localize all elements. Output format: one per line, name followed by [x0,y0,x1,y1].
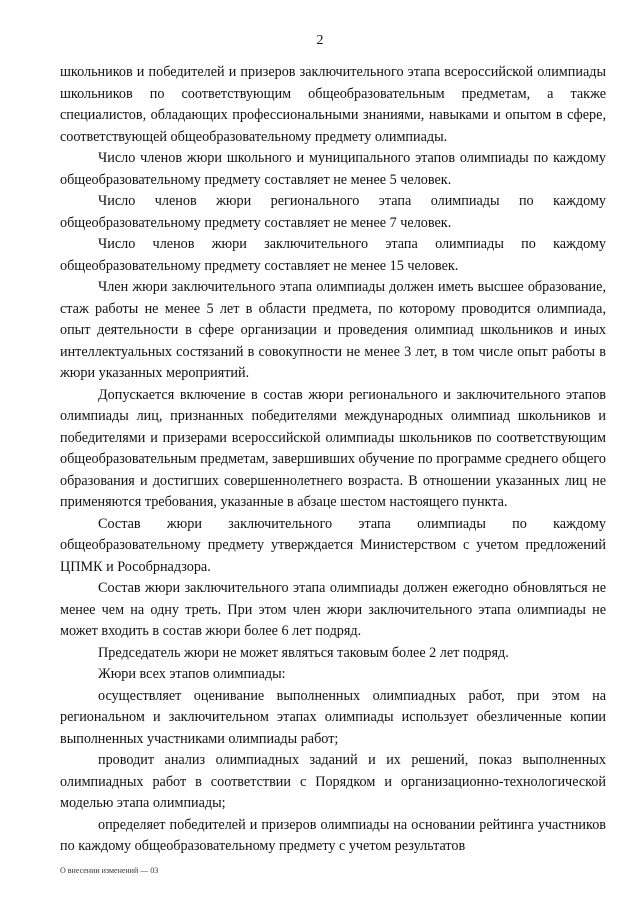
paragraph-jury-member-requirements: Член жюри заключительного этапа олимпиады должен иметь высшее образование, стаж работы не менее 5 лет в области предмета, по которому проводится олимпиада, опыт деятельности в сфере организации и проведения олимпиад школьников и иных интеллектуальных состязаний в совокупности не менее 3 лет, в том числе опыт работы в жюри указанных мероприятий. [60,279,606,381]
page-number: 2 [316,33,324,48]
paragraph-jury-renewal: Состав жюри заключительного этапа олимпиады должен ежегодно обновляться не менее чем на одну треть. При этом член жюри заключительного этапа олимпиады не может входить в состав жюри более 6 лет подряд. [60,580,606,639]
body-text [60,62,606,858]
paragraph-jury-school-municipal: Число членов жюри школьного и муниципального этапов олимпиады по каждому общеобразовательному предмету составляет не менее 5 человек. [60,150,606,188]
paragraph-continuation: школьников и победителей и призеров заключительного этапа всероссийской олимпиады школьников по соответствующим общеобразовательным предметам, а также специалистов, обладающих профессиональными знаниями, навыками и опытом в сфере, соответствующей общеобразовательному предмету олимпиады. [60,64,606,145]
footer-note: О внесении изменений — 03 [60,866,159,875]
paragraph-duty-winners: определяет победителей и призеров олимпиады на основании рейтинга участников по каждому общеобразовательному предмету с учетом результатов [60,816,606,854]
paragraph-jury-final: Число членов жюри заключительного этапа олимпиады по каждому общеобразовательному предмету составляет не менее 15 человек. [60,236,606,274]
paragraph-duty-analysis: проводит анализ олимпиадных заданий и их решений, показ выполненных олимпиадных работ в соответствии с Порядком и организационно-технологической моделью этапа олимпиады; [60,752,606,811]
paragraph-jury-regional: Число членов жюри регионального этапа олимпиады по каждому общеобразовательному предмету составляет не менее 7 человек. [60,193,606,231]
paragraph-jury-duties-intro: Жюри всех этапов олимпиады: [98,666,286,682]
paragraph-jury-inclusion: Допускается включение в состав жюри регионального и заключительного этапов олимпиады лиц, признанных победителями международных олимпиад школьников и победителями и призерами всероссийской олимпиады школьников по соответствующим общеобразовательным предметам, завершивших обучение по программе среднего общего образования и достигших совершеннолетнего возраста. В отношении указанных лиц не применяются требования, указанные в абзаце шестом настоящего пункта. [60,386,606,510]
paragraph-jury-approval: Состав жюри заключительного этапа олимпиады по каждому общеобразовательному предмету утверждается Министерством с учетом предложений ЦПМК и Рособрнадзора. [60,515,606,575]
paragraph-duty-evaluation: осуществляет оценивание выполненных олимпиадных работ, при этом на региональном и заключительном этапах олимпиады использует обезличенные копии выполненных участниками олимпиады работ; [60,687,606,747]
paragraph-jury-chair: Председатель жюри не может являться таковым более 2 лет подряд. [98,644,509,661]
